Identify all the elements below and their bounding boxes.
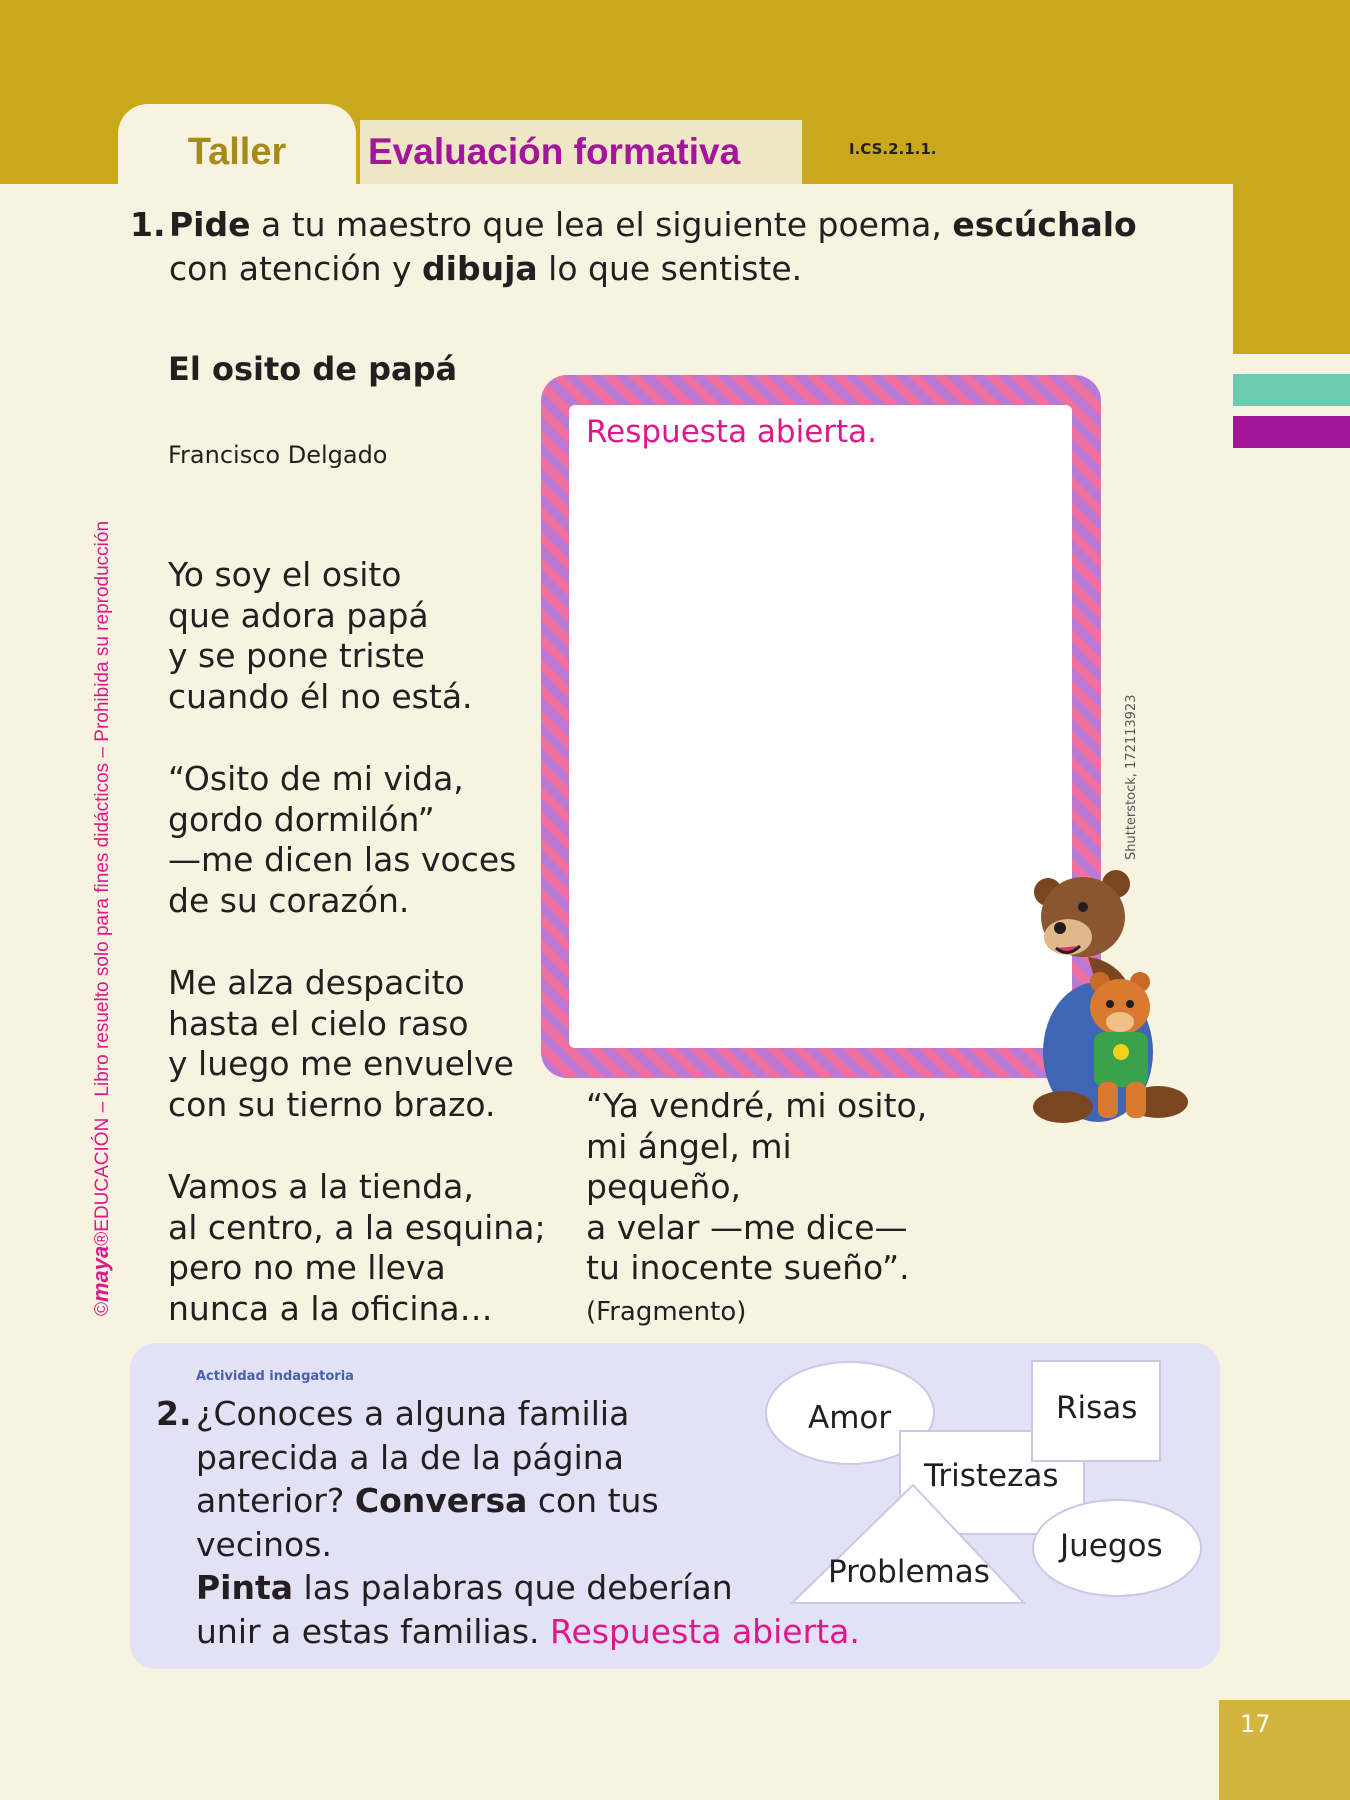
poem-line: —me dicen las voces (168, 840, 517, 879)
question-fragment: con atención y (169, 249, 423, 288)
poem-fragment-note: (Fragmento) (586, 1297, 747, 1327)
poem-line: tu inocente sueño”. (586, 1248, 910, 1287)
question-fragment: unir a estas familias. (196, 1611, 550, 1651)
word-tristezas[interactable]: Tristezas (924, 1458, 1059, 1494)
instruction-word: Pide (169, 205, 251, 244)
word-problemas[interactable]: Problemas (828, 1554, 990, 1590)
instruction-word: escúchalo (952, 205, 1137, 244)
poem-line: y luego me envuelve (168, 1044, 514, 1083)
instruction-word: Pinta (196, 1568, 294, 1607)
question-text (169, 203, 1229, 291)
question-fragment: con tus (527, 1481, 659, 1520)
copyright-text: ®EDUCACIÓN – Libro resuelto solo para fines didácticos – Prohibida su reproducción (92, 520, 113, 1246)
word-juegos[interactable]: Juegos (1060, 1528, 1163, 1564)
question-line (196, 1610, 860, 1654)
question-number: 2. (156, 1394, 192, 1433)
poem-title: El osito de papá (168, 350, 458, 388)
instruction-word: dibuja (422, 249, 538, 288)
poem-line: “Ya vendré, mi osito, (586, 1086, 928, 1125)
poem-line: cuando él no está. (168, 676, 473, 716)
question-fragment: anterior? (196, 1481, 355, 1520)
answer-text: Respuesta abierta. (550, 1611, 860, 1651)
question-fragment: a tu maestro que lea el siguiente poema, (250, 205, 953, 244)
poem-line: “Osito de mi vida, (168, 759, 464, 798)
poem-line: hasta el cielo raso (168, 1003, 469, 1043)
tab-evaluacion-formativa: Evaluación formativa (360, 120, 802, 184)
question-fragment: lo que sentiste. (537, 249, 803, 288)
poem-line: Me alza despacito (168, 963, 465, 1002)
poem-line: Yo soy el osito (168, 555, 402, 594)
question-number: 1. (130, 205, 166, 244)
side-band (1233, 184, 1350, 354)
publisher-logo: maya (88, 1245, 113, 1302)
image-credit: Shutterstock, 172113923 (1124, 694, 1139, 860)
magenta-stripe (1233, 416, 1350, 448)
page-number: 17 (1240, 1710, 1271, 1738)
poem-line: al centro, a la esquina; (168, 1207, 546, 1247)
instruction-word: Conversa (354, 1481, 528, 1520)
drawing-answer: Respuesta abierta. (586, 414, 878, 450)
word-amor[interactable]: Amor (808, 1400, 892, 1436)
question-line: ¿Conoces a alguna familia (196, 1394, 630, 1433)
poem-line: Vamos a la tienda, (168, 1167, 474, 1206)
poem-stanza (168, 759, 516, 921)
activity-tag: Actividad indagatoria (196, 1369, 354, 1384)
copyright-notice (88, 521, 114, 1316)
question-line: vecinos. (196, 1524, 332, 1564)
word-risas[interactable]: Risas (1056, 1390, 1138, 1426)
poem-line: que adora papá (168, 595, 429, 635)
bear-family-illustration (1028, 862, 1190, 1130)
tab-taller: Taller (118, 104, 356, 184)
teal-stripe (1233, 374, 1350, 406)
poem-stanza (168, 1167, 546, 1329)
poem-line: con su tierno brazo. (168, 1084, 496, 1124)
poem-line: gordo dormilón” (168, 799, 435, 839)
poem-line: mi ángel, mi (586, 1126, 792, 1166)
question-fragment: las palabras que deberían (293, 1568, 733, 1607)
poem-line: de su corazón. (168, 880, 410, 920)
copyright-prefix: © (92, 1302, 113, 1316)
poem-line: a velar —me dice— (586, 1207, 908, 1247)
curriculum-code: I.CS.2.1.1. (849, 140, 937, 158)
poem-line: y se pone triste (168, 636, 425, 675)
poem-stanza (586, 1086, 927, 1289)
question-line: parecida a la de la página (196, 1437, 624, 1477)
drawing-area[interactable] (569, 405, 1072, 1048)
poem-author: Francisco Delgado (168, 441, 388, 469)
poem-line: pero no me lleva (168, 1248, 446, 1287)
page-number-box (1219, 1700, 1350, 1800)
poem-line: pequeño, (586, 1167, 742, 1206)
poem-line: nunca a la oficina… (168, 1288, 493, 1328)
poem-stanza (168, 555, 473, 717)
poem-stanza (168, 963, 514, 1125)
drawing-frame (541, 375, 1101, 1078)
